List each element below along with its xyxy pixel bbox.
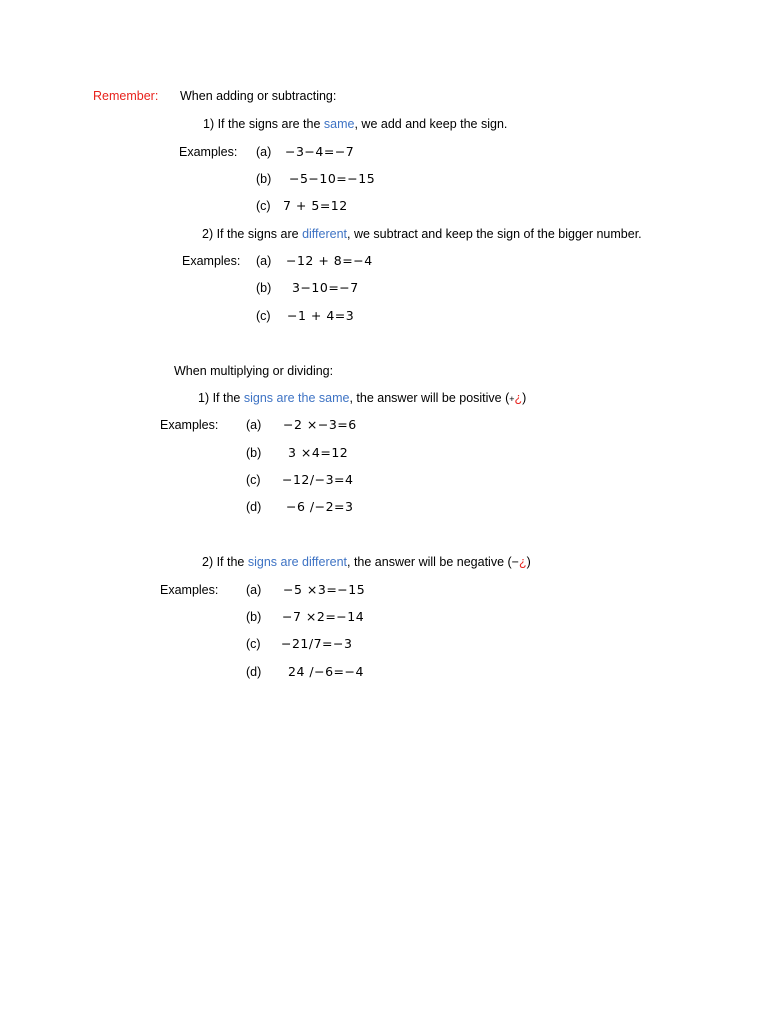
example-expression: 24 /−6=−4	[288, 664, 364, 679]
example-expression: 3 ×4=12	[288, 445, 349, 460]
rule-text: 1) If the signs are the	[203, 117, 324, 131]
example-label: (a)	[256, 254, 272, 268]
adding-rule-2	[202, 226, 642, 242]
example-expression: 7 + 5=12	[283, 198, 348, 213]
rule-highlight: signs are different	[247, 555, 347, 569]
rule-highlight: same	[323, 117, 355, 131]
example-expression: −7 ×2=−14	[282, 609, 365, 624]
sign-glyph: ¿	[514, 391, 523, 405]
rule-text: )	[522, 391, 527, 405]
example-label: (c)	[246, 637, 261, 651]
example-label: (a)	[246, 418, 262, 432]
example-expression: −2 ×−3=6	[283, 417, 357, 432]
sign-symbol: −	[511, 555, 519, 569]
example-expression: −6 /−2=3	[286, 499, 354, 514]
adding-heading: When adding or subtracting:	[180, 89, 337, 103]
rule-text: 2) If the signs are	[202, 227, 303, 241]
examples-label: Examples:	[160, 418, 219, 432]
example-label: (c)	[256, 309, 271, 323]
examples-label: Examples:	[182, 254, 241, 268]
rule-text: , we add and keep the sign.	[354, 117, 508, 131]
example-expression: −5−10=−15	[289, 171, 376, 186]
example-label: (d)	[246, 665, 262, 679]
adding-rule-1	[203, 116, 507, 132]
multiplying-rule-1	[198, 390, 526, 407]
example-label: (b)	[246, 446, 262, 460]
remember-label: Remember:	[93, 89, 159, 103]
multiplying-rule-2	[202, 554, 531, 570]
example-label: (b)	[256, 281, 272, 295]
rule-text: , the answer will be negative (	[347, 555, 512, 569]
rule-text: 1) If the	[198, 391, 244, 405]
rule-highlight: signs are the same	[243, 391, 350, 405]
example-label: (b)	[256, 172, 272, 186]
sign-glyph: ¿	[518, 555, 527, 569]
example-expression: −1 + 4=3	[287, 308, 355, 323]
example-expression: −12 + 8=−4	[286, 253, 373, 268]
example-expression: −5 ×3=−15	[283, 582, 366, 597]
rule-text: 2) If the	[202, 555, 248, 569]
example-expression: −21/7=−3	[281, 636, 353, 651]
rule-highlight: different	[302, 227, 348, 241]
examples-label: Examples:	[179, 145, 238, 159]
example-label: (c)	[246, 473, 261, 487]
example-label: (b)	[246, 610, 262, 624]
example-label: (a)	[256, 145, 272, 159]
rule-text: , we subtract and keep the sign of the bigger number.	[347, 227, 642, 241]
example-expression: −12/−3=4	[282, 472, 354, 487]
examples-label: Examples:	[160, 583, 219, 597]
rule-text: )	[526, 555, 531, 569]
example-expression: 3−10=−7	[292, 280, 359, 295]
example-label: (d)	[246, 500, 262, 514]
sign-symbol: +	[509, 394, 515, 404]
rule-text: , the answer will be positive (	[349, 391, 510, 405]
example-label: (a)	[246, 583, 262, 597]
example-label: (c)	[256, 199, 271, 213]
multiplying-heading: When multiplying or dividing:	[174, 364, 334, 378]
example-expression: −3−4=−7	[285, 144, 355, 159]
